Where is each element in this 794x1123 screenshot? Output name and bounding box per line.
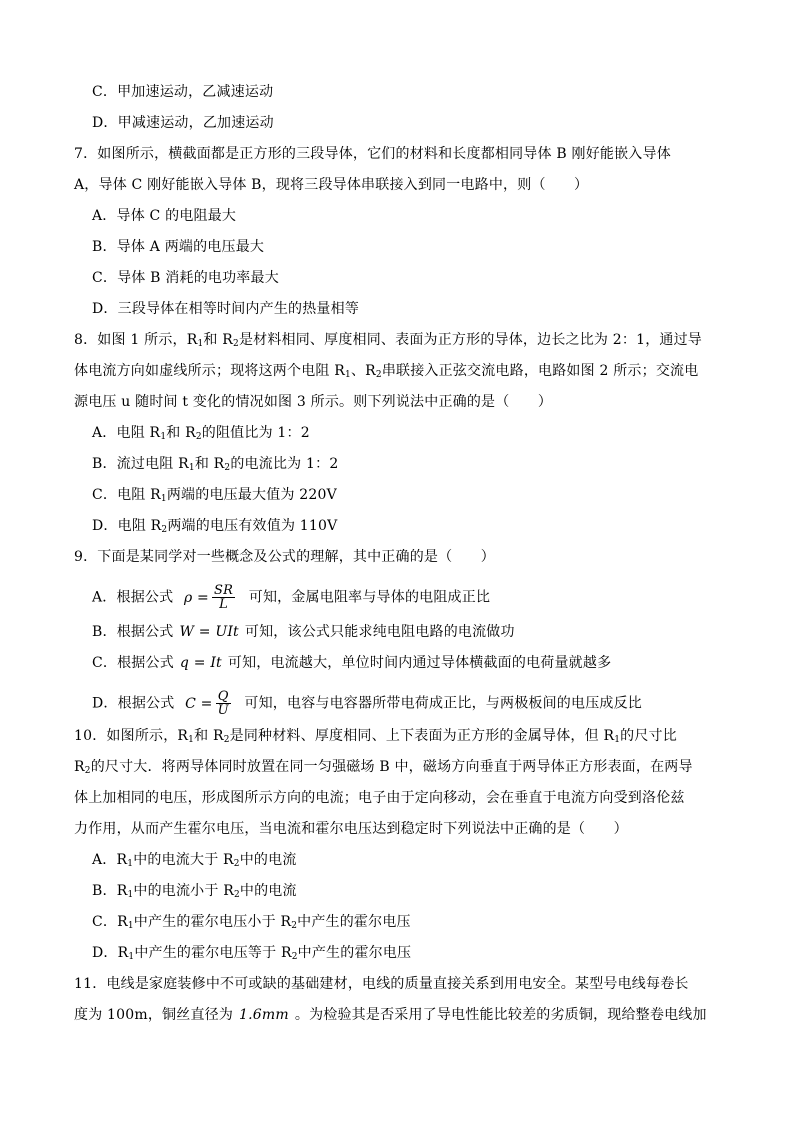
- q7-option-b: B．导体 A 两端的电压最大: [92, 239, 265, 255]
- q11-stem-line1: 11．电线是家庭装修中不可或缺的基础建材，电线的质量直接关系到用电安全。某型号电线每卷长: [74, 976, 689, 992]
- q8-option-b: B．流过电阻 $R_1$和 $R_2$的电流比为 1：2: [92, 456, 339, 473]
- q8-stem-line3: 源电压 u 随时间 t 变化的情况如图 3 所示。则下列说法中正确的是（ ）: [74, 394, 553, 410]
- q7-option-d: D．三段导体在相等时间内产生的热量相等: [92, 301, 360, 317]
- q8-stem-line1: 8．如图 1 所示，$R_1$和 $R_2$是材料相同、厚度相同、表面为正方形的导体，边长之比为 2：1，通过导: [74, 332, 703, 349]
- q9-option-c: C．根据公式 q = It 可知，电流越大，单位时间内通过导体横截面的电荷量就越多: [92, 655, 612, 671]
- charge-formula: q = It: [179, 655, 222, 671]
- q9-option-a: A．根据公式 ρ = $\frac{SR}{L}$ 可知，金属电阻率与导体的电阻成正比: [92, 583, 491, 612]
- q7-option-c: C．导体 B 消耗的电功率最大: [92, 270, 279, 286]
- q10-stem-line1: 10．如图所示，$R_1$和 $R_2$是同种材料、厚度相同、上下表面为正方形的金属导体，但 $R_1$的尺寸比: [74, 728, 677, 745]
- q10-option-b: B．$R_1$中的电流小于 $R_2$中的电流: [92, 883, 297, 900]
- q8-option-c: C．电阻 $R_1$两端的电压最大值为 220V: [92, 487, 337, 504]
- q8-stem-line2: 体电流方向如虚线所示；现将这两个电阻 $R_1$、$R_2$串联接入正弦交流电路，电路如图 2 所示；交流电: [74, 363, 699, 380]
- q10-stem-line2: $R_2$的尺寸大．将两导体同时放置在同一匀强磁场 B 中，磁场方向垂直于两导体正方形表面，在两导: [74, 759, 693, 776]
- q11-stem-line2: 度为 100m，铜丝直径为 1.6mm 。为检验其是否采用了导电性能比较差的劣质铜，现给整卷电线加: [74, 1007, 707, 1023]
- q9-option-b: B．根据公式 W = UIt 可知，该公式只能求纯电阻电路的电流做功: [92, 624, 515, 640]
- q10-option-d: D．$R_1$中产生的霍尔电压等于 $R_2$中产生的霍尔电压: [92, 945, 412, 962]
- q6-option-d: D．甲减速运动，乙加速运动: [92, 115, 274, 131]
- capacitance-formula: C = $\frac{Q}{U}$: [185, 689, 229, 718]
- q7-stem-line2: A，导体 C 刚好能嵌入导体 B，现将三段导体串联接入到同一电路中，则（ ）: [74, 177, 589, 193]
- q9-stem: 9．下面是某同学对一些概念及公式的理解，其中正确的是（ ）: [74, 549, 495, 565]
- q8-option-a: A．电阻 $R_1$和 $R_2$的阻值比为 1：2: [92, 425, 310, 442]
- q6-option-c: C．甲加速运动，乙减速运动: [92, 84, 274, 100]
- resistivity-formula: ρ = $\frac{SR}{L}$: [183, 583, 234, 612]
- q7-option-a: A．导体 C 的电阻最大: [92, 208, 237, 224]
- q10-option-a: A．$R_1$中的电流大于 $R_2$中的电流: [92, 852, 297, 869]
- q10-option-c: C．$R_1$中产生的霍尔电压小于 $R_2$中产生的霍尔电压: [92, 914, 411, 931]
- q10-stem-line4: 力作用，从而产生霍尔电压，当电流和霍尔电压达到稳定时下列说法中正确的是（ ）: [74, 821, 628, 837]
- diameter-value: 1.6mm: [239, 1007, 289, 1023]
- q8-option-d: D．电阻 $R_2$两端的电压有效值为 110V: [92, 518, 338, 535]
- q10-stem-line3: 体上加相同的电压，形成图所示方向的电流；电子由于定向移动，会在垂直于电流方向受到洛伦兹: [74, 790, 685, 806]
- work-formula: W = UIt: [179, 624, 239, 640]
- q7-stem-line1: 7．如图所示，横截面都是正方形的三段导体，它们的材料和长度都相同导体 B 刚好能嵌入导体: [74, 146, 671, 162]
- q9-option-d: D．根据公式 C = $\frac{Q}{U}$ 可知，电容与电容器所带电荷成正比，与两极板间的电压成反比: [92, 689, 643, 718]
